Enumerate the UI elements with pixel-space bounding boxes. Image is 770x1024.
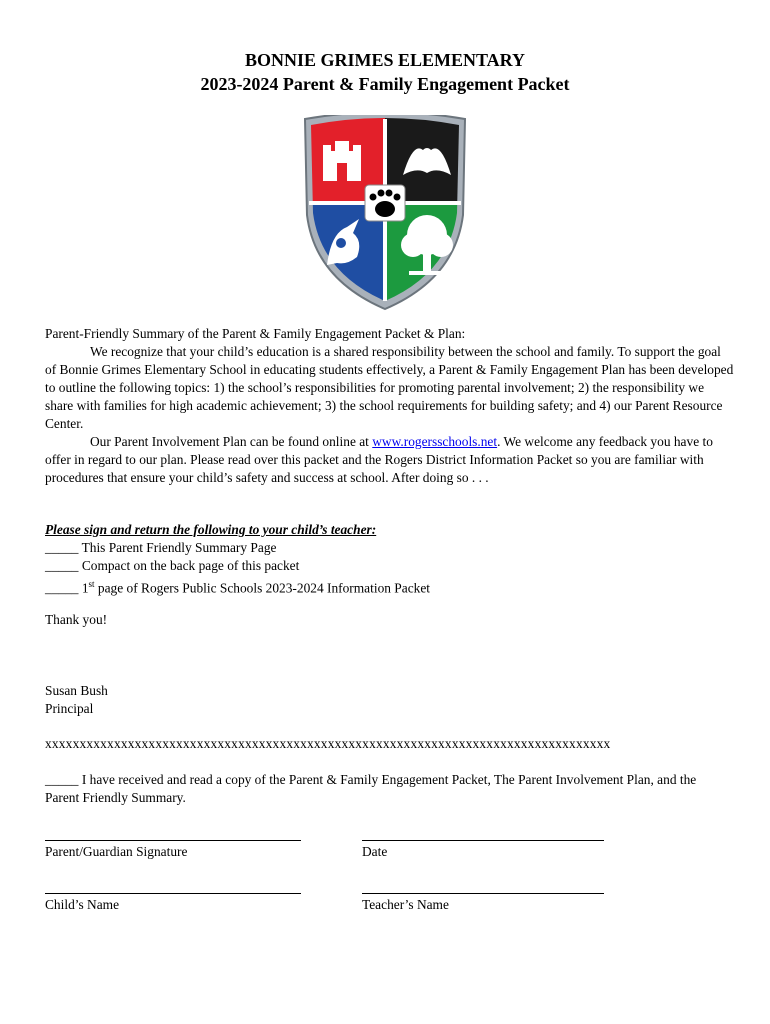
item3-sup: st: [88, 579, 95, 589]
summary-paragraph-1: We recognize that your child’s education is a shared responsibility between the school and family. To support the goal of Bonnie Grimes Elementary School in educating students effectively, a Parent & Family Engagement Plan has been developed to outline the following topics: 1) the school’s responsibilities for promoting parental involvement; 2) the responsibility we share with families for high academic achievement; 3) the school requirements for building safety; and 4) our Parent Resource Center.: [45, 344, 734, 431]
rogers-schools-link[interactable]: www.rogersschools.net: [372, 434, 498, 449]
principal-title: Principal: [45, 701, 94, 716]
summary-section: [45, 325, 735, 487]
date-label: Date: [362, 844, 388, 859]
cut-separator: xxxxxxxxxxxxxxxxxxxxxxxxxxxxxxxxxxxxxxxxxxxxxxxxxxxxxxxxxxxxxxxxxxxxxxxxxxxxxxxxxx: [45, 736, 611, 751]
school-name: BONNIE GRIMES ELEMENTARY: [244, 50, 526, 70]
child-name-line[interactable]: [45, 893, 301, 894]
parent-signature-label: Parent/Guardian Signature: [45, 844, 188, 859]
summary-paragraph-2: [45, 433, 735, 487]
return-item-info-packet: [45, 575, 430, 597]
teacher-name-line[interactable]: [362, 893, 604, 894]
return-item-summary-page: _____ This Parent Friendly Summary Page: [45, 540, 277, 555]
child-name-label: Child’s Name: [45, 897, 120, 912]
school-crest-logo: [297, 115, 473, 311]
teacher-name-label: Teacher’s Name: [362, 897, 449, 912]
principal-name: Susan Bush: [45, 683, 108, 698]
date-line[interactable]: [362, 840, 604, 841]
packet-title: 2023-2024 Parent & Family Engagement Packet: [200, 74, 570, 94]
item3-suffix: page of Rogers Public Schools 2023-2024 Information Packet: [94, 580, 430, 596]
castle-icon: [323, 141, 361, 181]
paw-icon: [365, 185, 405, 221]
acknowledgement-statement: _____ I have received and read a copy of the Parent & Family Engagement Packet, The Parent Involvement Plan, and the Parent Friendly Summary.: [45, 772, 697, 805]
parent-signature-line[interactable]: [45, 840, 301, 841]
summary-heading: Parent-Friendly Summary of the Parent & Family Engagement Packet & Plan:: [45, 326, 466, 341]
paragraph-2-text: Our Parent Involvement Plan can be found online at: [90, 434, 373, 449]
return-item-compact: _____ Compact on the back page of this packet: [45, 558, 300, 573]
paragraph-2-text-end: . We welcome any feedback you have to offer in regard to our plan. Please read over this packet and the Rogers District Information Packet so you are familiar with procedures that ensure your child’s safety and success at school. After doing so . . .: [45, 434, 713, 485]
thank-you-text: Thank you!: [45, 612, 108, 627]
return-instructions-heading: Please sign and return the following to your child’s teacher:: [45, 522, 377, 537]
item3-prefix: _____ 1: [45, 580, 89, 596]
